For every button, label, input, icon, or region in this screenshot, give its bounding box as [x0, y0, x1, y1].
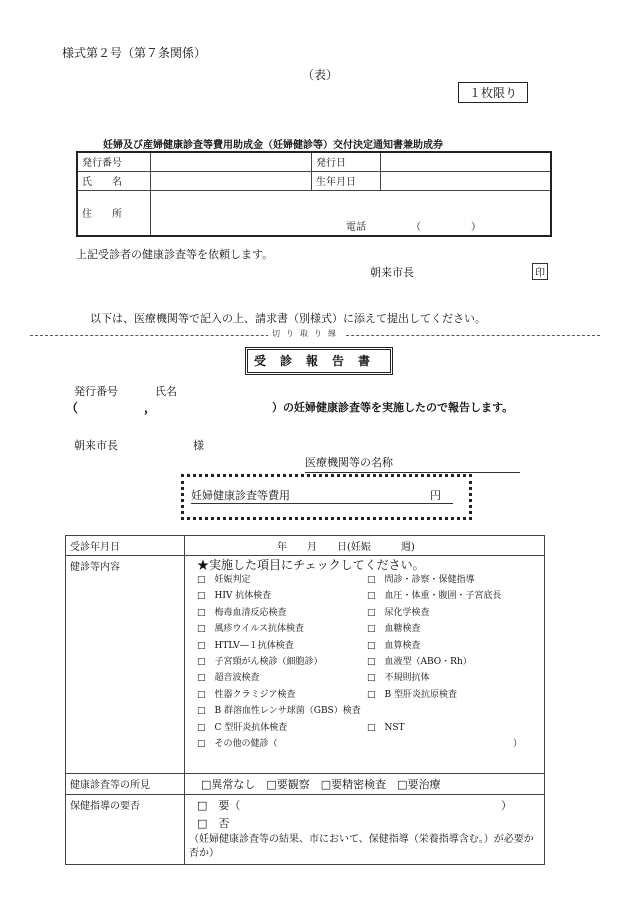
- item-syphilis[interactable]: □ 梅毒血清反応検査: [197, 607, 287, 618]
- item-gbs[interactable]: □ B 群溶血性レンサ球菌（GBS）検査: [197, 706, 361, 717]
- other-close-paren: ）: [512, 739, 522, 750]
- name-label: 氏 名: [77, 171, 151, 190]
- side-label: （表）: [302, 68, 339, 82]
- item-consultation[interactable]: □ 問診・診察・保健指導: [367, 575, 475, 585]
- report-text: ）の妊婦健康診査等を実施したので報告します。: [272, 401, 514, 414]
- issue-no-field[interactable]: [151, 152, 312, 171]
- item-pregnancy[interactable]: □ 妊娠判定: [197, 575, 251, 585]
- findings-options[interactable]: □異常なし □要観察 □要精密検査 □要治療: [185, 774, 545, 795]
- item-cervical[interactable]: □ 子宮頸がん検診（細胞診）: [197, 657, 323, 668]
- mayor-label: 朝来市長: [370, 266, 414, 279]
- guidance-cell: [185, 795, 545, 865]
- open-paren: （: [66, 401, 79, 415]
- exam-date-field[interactable]: 年 月 日(妊娠 週): [185, 536, 545, 556]
- item-other[interactable]: □ その他の健診（: [197, 739, 278, 750]
- addressee: 朝来市長: [74, 439, 118, 452]
- institution-label: 医療機関等の名称: [305, 454, 520, 473]
- seal-mark: 印: [532, 263, 548, 280]
- items-right: [367, 572, 540, 752]
- limit-label: １枚限り: [458, 82, 528, 103]
- report-issue-no-label: 発行番号: [74, 385, 118, 398]
- item-chlamydia[interactable]: □ 性器クラミジア検査: [197, 689, 296, 700]
- issue-date-label: 発行日: [312, 152, 381, 171]
- check-instruction: ★実施した項目にチェックしてください。: [197, 558, 425, 572]
- guidance-no[interactable]: □ 否: [197, 817, 230, 830]
- address-field[interactable]: [151, 190, 552, 236]
- exam-table: [65, 535, 545, 865]
- item-blood-sugar[interactable]: □ 血糖検査: [367, 624, 421, 635]
- issue-no-label: 発行番号: [77, 152, 151, 171]
- findings-label: 健康診査等の所見: [66, 774, 185, 795]
- comma: ，: [144, 401, 157, 415]
- item-nst[interactable]: □ NST: [367, 722, 405, 733]
- name-field[interactable]: [151, 171, 312, 190]
- content-label: 健診等内容: [66, 556, 185, 774]
- item-htlv[interactable]: □ HTLV―１抗体検査: [197, 640, 294, 651]
- institution-name[interactable]: [305, 454, 520, 473]
- notice-table: [76, 151, 552, 237]
- instruction-text: 以下は、医療機関等で記入の上、請求書（別様式）に添えて提出してください。: [90, 312, 486, 325]
- cut-line-label: 切り取り線: [268, 328, 346, 339]
- address-label: 住 所: [77, 190, 151, 236]
- cost-field[interactable]: [191, 487, 453, 504]
- request-text: 上記受診者の健康診査等を依頼します。: [76, 248, 274, 261]
- guidance-label: 保健指導の要否: [66, 795, 185, 865]
- item-urine[interactable]: □ 尿化学検査: [367, 607, 430, 618]
- notice-title: 妊婦及び産婦健康診査等費用助成金（妊婦健診等）交付決定通知書兼助成券: [103, 140, 443, 151]
- item-irregular-antibody[interactable]: □ 不規則抗体: [367, 673, 430, 684]
- guidance-yes[interactable]: □ 要（: [197, 799, 241, 812]
- birth-field[interactable]: [381, 171, 552, 190]
- yen-label: 円: [430, 489, 441, 502]
- birth-label: 生年月日: [312, 171, 381, 190]
- cost-label: 妊婦健康診査等費用: [191, 489, 290, 502]
- item-rubella[interactable]: □ 風疹ウイルス抗体検査: [197, 624, 304, 635]
- guidance-close-paren: ）: [501, 799, 512, 812]
- spacer: [367, 703, 540, 719]
- item-blood-type[interactable]: □ 血液型（ABO・Rh）: [367, 657, 472, 668]
- item-blood-count[interactable]: □ 血算検査: [367, 640, 421, 651]
- item-hepatitis-c[interactable]: □ C 型肝炎抗体検査: [197, 722, 288, 733]
- items-left: [197, 572, 367, 752]
- guidance-note: （妊婦健康診査等の結果、市において、保健指導（栄養指導含む。）が必要か否か）: [189, 834, 534, 859]
- report-name-label: 氏名: [155, 385, 177, 398]
- item-ultrasound[interactable]: □ 超音波検査: [197, 673, 260, 684]
- sama: 様: [193, 439, 204, 452]
- issue-date-field[interactable]: [381, 152, 552, 171]
- item-blood-pressure[interactable]: □ 血圧・体重・腹囲・子宮底長: [367, 591, 502, 602]
- cost-box: [181, 474, 472, 520]
- item-hepatitis-b[interactable]: □ B 型肝炎抗原検査: [367, 689, 457, 700]
- exam-date-label: 受診年月日: [66, 536, 185, 556]
- content-cell: [185, 556, 545, 774]
- form-number: 様式第２号（第７条関係）: [62, 46, 207, 60]
- phone-label: 電話 （ ）: [346, 222, 481, 233]
- item-hiv[interactable]: □ HIV 抗体検査: [197, 591, 272, 602]
- report-title: 受診報告書: [245, 347, 393, 375]
